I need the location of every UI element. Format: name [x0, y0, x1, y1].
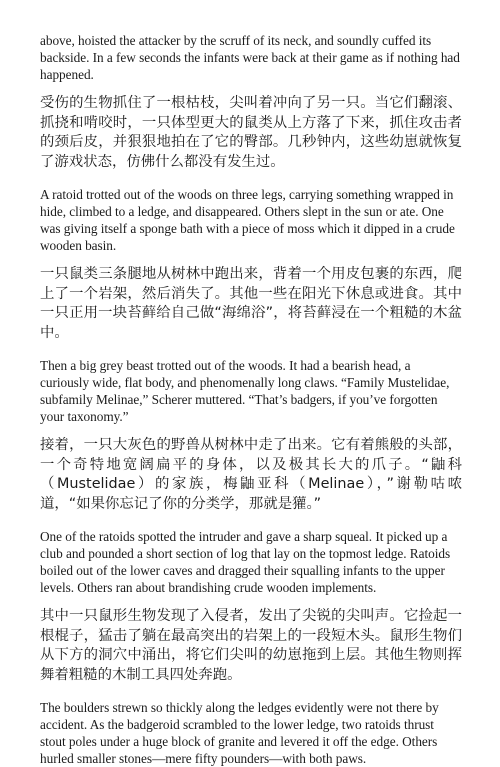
paragraph-en-1: above, hoisted the attacker by the scruff of its neck, and soundly cuffed its backside. In a few seconds the infants were back at their game as if nothing had happened. [40, 33, 460, 82]
paragraph-zh-1: 受伤的生物抓住了一根枯枝，尖叫着冲向了另一只。当它们翻滚、抓挠和啃咬时，一只体型更大的鼠类从上方落了下来，抓住攻击者的颈后皮，并狠狠地拍在了它的臀部。几秒钟内，这些幼崽就恢复了游戏状态，仿佛什么都没有发生过。 [40, 95, 462, 170]
paragraph-en-5: The boulders strewn so thickly along the ledges evidently were not there by accident. As the badgeroid scrambled to the lower ledge, two ratoids thrust stout poles under a huge block of granite and levered it off the edge. Others hurled smaller stones—mere fifty pounders—with both paws. [40, 700, 439, 766]
paragraph-zh-2: 一只鼠类三条腿地从树林中跑出来，背着一个用皮包裹的东西，爬上了一个岩架，然后消失了。其他一些在阳光下休息或进食。其中一只正用一块苔藓给自己做“海绵浴”，将苔藓浸在一个粗糙的木盆中。 [40, 266, 462, 341]
paragraph-en-3: Then a big grey beast trotted out of the woods. It had a bearish head, a curiously wide, flat body, and phenomenally long claws. “Family Mustelidae, subfamily Melinae,” Scherer muttered. “That’s badgers, if you’ve forgotten your taxonomy.” [40, 358, 450, 424]
paragraph-en-2: A ratoid trotted out of the woods on three legs, carrying something wrapped in hide, climbed to a ledge, and disappeared. Others slept in the sun or ate. One was giving itself a sponge bath with a piece of moss which it dipped in a crude wooden basin. [40, 187, 455, 253]
paragraph-zh-3: 接着，一只大灰色的野兽从树林中走了出来。它有着熊般的头部，一个奇特地宽阔扁平的身体，以及极其长大的爪子。“鼬科（Mustelidae）的家族，梅鼬亚科（Melinae），”谢勒咕哝道，“如果你忘记了你的分类学，那就是獾。” [40, 437, 462, 512]
document-page [40, 32, 462, 767]
paragraph-en-4: One of the ratoids spotted the intruder and gave a sharp squeal. It picked up a club and pounded a short section of log that lay on the topmost ledge. Ratoids boiled out of the lower caves and dragged their squalling infants to the upper levels. Others ran about brandishing crude wooden implements. [40, 529, 451, 595]
paragraph-zh-4: 其中一只鼠形生物发现了入侵者，发出了尖锐的尖叫声。它捡起一根棍子，猛击了躺在最高突出的岩架上的一段短木头。鼠形生物们从下方的洞穴中涌出，将它们尖叫的幼崽拖到上层。其他生物则挥舞着粗糙的木制工具四处奔跑。 [40, 608, 462, 683]
